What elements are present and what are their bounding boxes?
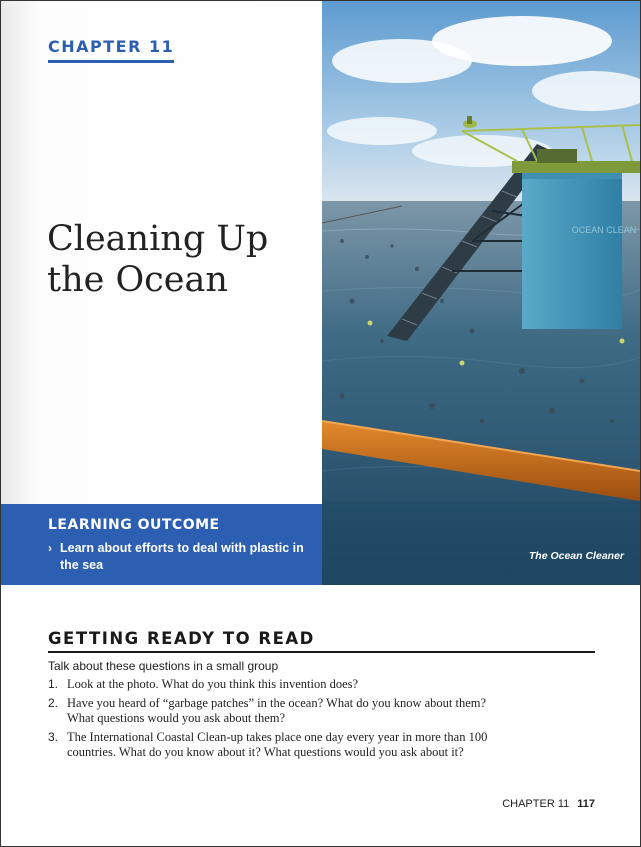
title-panel — [1, 1, 322, 504]
learning-outcome-item — [48, 540, 320, 574]
learning-outcome-heading: LEARNING OUTCOME — [48, 517, 220, 533]
learning-outcome-box — [1, 504, 322, 585]
photo-caption: The Ocean Cleaner — [528, 550, 624, 562]
question-item — [48, 730, 508, 760]
question-item — [48, 677, 508, 692]
ocean-cleaner-illustration — [322, 1, 640, 585]
chapter-label: CHAPTER 11 — [48, 37, 174, 63]
chevron-right-icon: › — [48, 541, 52, 555]
page-number: 117 — [577, 798, 595, 810]
question-text: The International Coastal Clean-up takes place one day every year in more than 100 countries. What do you know about it? What questions would you ask about it? — [67, 730, 488, 759]
discussion-questions — [48, 677, 508, 764]
chapter-title-line-2: the Ocean — [47, 260, 228, 300]
footer-chapter: CHAPTER 11 — [502, 798, 570, 810]
question-text: Have you heard of “garbage patches” in the ocean? What do you know about them? What questions would you ask about them? — [67, 696, 487, 725]
question-number: 2. — [48, 696, 59, 710]
getting-ready-intro: Talk about these questions in a small group — [48, 659, 279, 673]
chapter-title — [47, 219, 317, 301]
tower-sign-text: OCEAN CLEAN — [571, 225, 637, 235]
ocean-cleaner-photo — [322, 1, 640, 585]
page-footer — [502, 798, 595, 810]
question-text: Look at the photo. What do you think this invention does? — [67, 677, 359, 691]
getting-ready-heading: GETTING READY TO READ — [48, 629, 595, 653]
question-item — [48, 696, 508, 726]
chapter-title-line-1: Cleaning Up — [47, 219, 269, 259]
learning-outcome-text: Learn about efforts to deal with plastic in the sea — [60, 541, 304, 572]
question-number: 3. — [48, 730, 59, 744]
question-number: 1. — [48, 677, 59, 691]
